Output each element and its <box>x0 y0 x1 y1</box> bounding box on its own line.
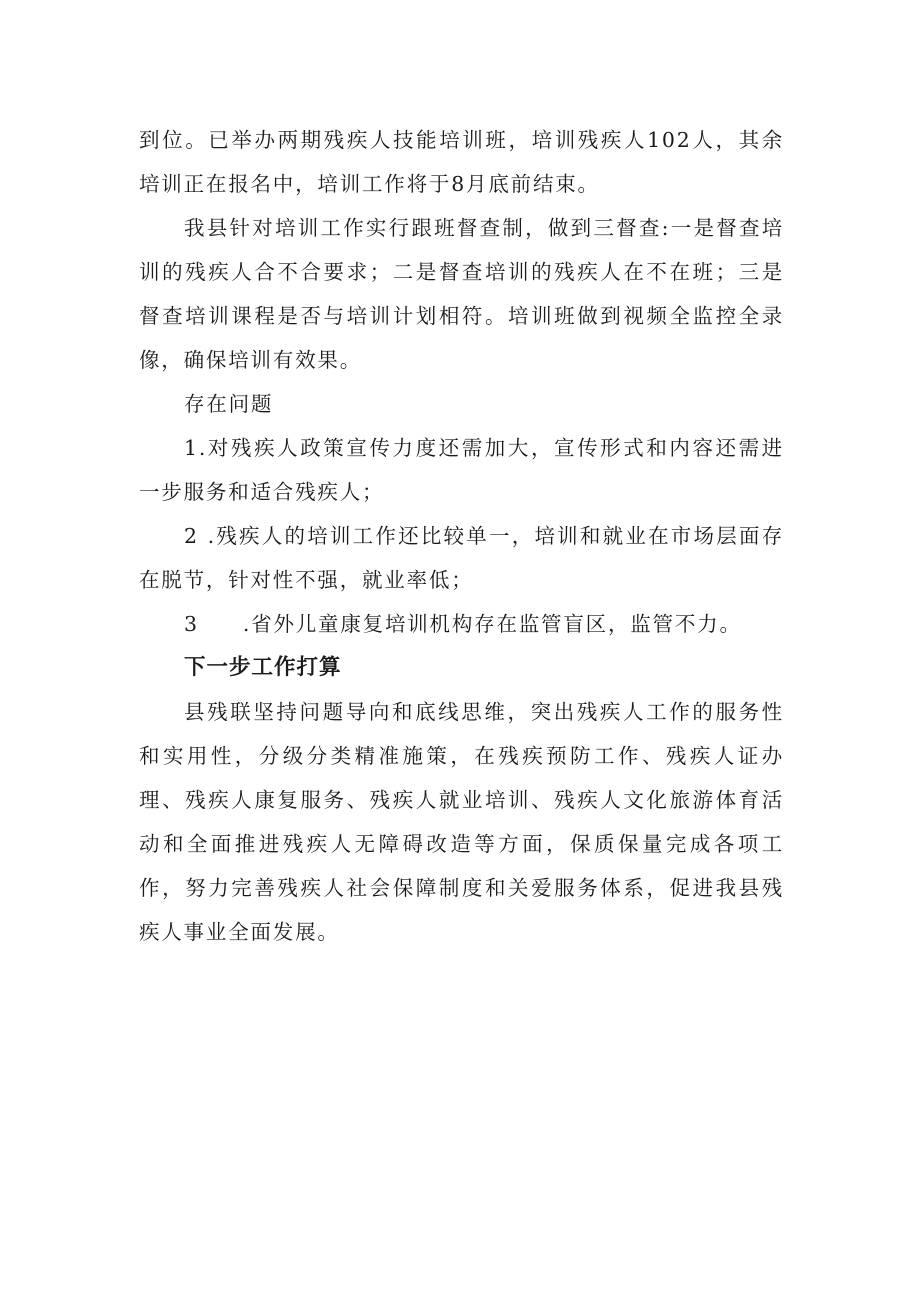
problem-item-3-text: .省外儿童康复培训机构存在监管盲区，监管不力。 <box>242 612 742 636</box>
problems-section-title: 存在问题 <box>184 392 274 416</box>
paragraph-training-progress: 到位。已举办两期残疾人技能培训班，培训残疾人102人，其余培训正在报名中，培训工作将于8月底前结束。 <box>139 128 784 196</box>
document-body <box>139 118 784 954</box>
paragraph-next-step-plan: 县残联坚持问题导向和底线思维，突出残疾人工作的服务性和实用性，分级分类精准施策，在残疾预防工作、残疾人证办理、残疾人康复服务、残疾人就业培训、残疾人文化旅游体育活动和全面推进残疾人无障碍改造等方面，保质保量完成各项工作，努力完善残疾人社会保障制度和关爱服务体系，促进我县残疾人事业全面发展。 <box>139 700 784 944</box>
problem-item-2: 2 .残疾人的培训工作还比较单一，培训和就业在市场层面存在脱节，针对性不强，就业率低； <box>139 524 784 592</box>
problem-item-3-number: 3 <box>184 612 199 636</box>
next-step-heading: 下一步工作打算 <box>184 655 342 680</box>
problem-item-3 <box>139 602 784 646</box>
problem-item-1: 1.对残疾人政策宣传力度还需加大，宣传形式和内容还需进一步服务和适合残疾人； <box>139 436 784 504</box>
paragraph-supervision: 我县针对培训工作实行跟班督查制，做到三督查:一是督查培训的残疾人合不合要求；二是督查培训的残疾人在不在班；三是督查培训课程是否与培训计划相符。培训班做到视频全监控全录像，确保培训有效果。 <box>139 216 784 372</box>
